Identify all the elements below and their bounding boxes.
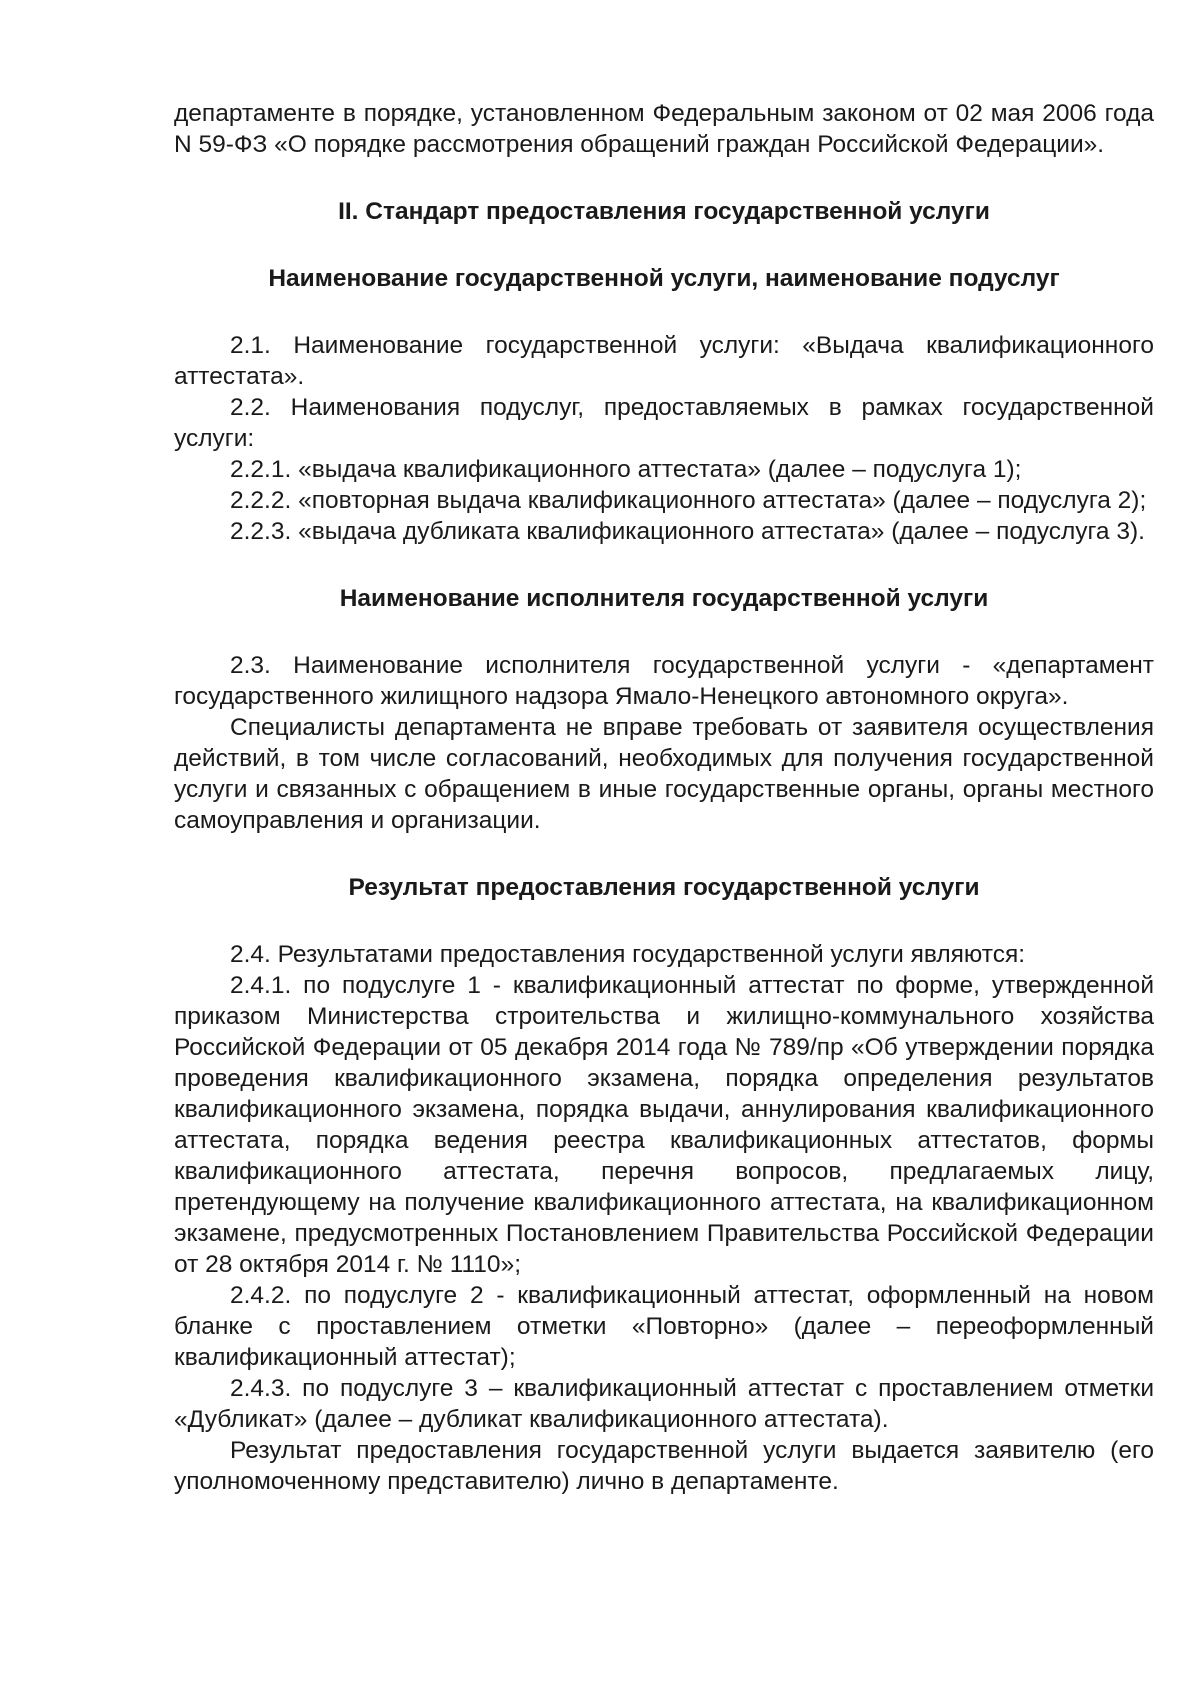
heading-result: Результат предоставления государственной услуги [348, 874, 980, 901]
paragraph-2-4-3: 2.4.3. по подуслуге 3 – квалификационный аттестат с проставлением отметки «Дубликат» (далее – дубликат квалификационного аттестата). [174, 1375, 1154, 1433]
heading-service-name: Наименование государственной услуги, наименование подуслуг [268, 265, 1060, 292]
paragraph-2-4-2: 2.4.2. по подуслуге 2 - квалификационный аттестат, оформленный на новом бланке с проставлением отметки «Повторно» (далее – переоформленный квалификационный аттестат); [174, 1282, 1154, 1371]
document-page [174, 98, 1154, 1497]
paragraph-2-2-3: 2.2.3. «выдача дубликата квалификационного аттестата» (далее – подуслуга 3). [230, 518, 1145, 545]
paragraph-result-delivery: Результат предоставления государственной услуги выдается заявителю (его уполномоченному представителю) лично в департаменте. [174, 1437, 1154, 1495]
paragraph-2-1: 2.1. Наименование государственной услуги: «Выдача квалификационного аттестата». [174, 332, 1154, 390]
paragraph-2-4-1: 2.4.1. по подуслуге 1 - квалификационный аттестат по форме, утвержденной приказом Министерства строительства и жилищно-коммунального хозяйства Российской Федерации от 05 декабря 2014 года № 789/пр «Об утверждении порядка проведения квалификационного экзамена, порядка определения результатов квалификационного экзамена, порядка выдачи, аннулирования квалификационного аттестата, порядка ведения реестра квалификационных аттестатов, формы квалификационного аттестата, перечня вопросов, предлагаемых лицу, претендующему на получение квалификационного аттестата, на квалификационном экзамене, предусмотренных Постановлением Правительства Российской Федерации от 28 октября 2014 г. № 1110»; [174, 972, 1154, 1278]
paragraph-2-4: 2.4. Результатами предоставления государственной услуги являются: [230, 941, 1026, 968]
section-title: II. Стандарт предоставления государственной услуги [338, 198, 990, 225]
paragraph-2-2-2: 2.2.2. «повторная выдача квалификационного аттестата» (далее – подуслуга 2); [230, 487, 1147, 514]
paragraph-2-2-1: 2.2.1. «выдача квалификационного аттестата» (далее – подуслуга 1); [230, 456, 1022, 483]
intro-paragraph: департаменте в порядке, установленном Федеральным законом от 02 мая 2006 года N 59-ФЗ «О порядке рассмотрения обращений граждан Российской Федерации». [174, 100, 1154, 158]
paragraph-specialists: Специалисты департамента не вправе требовать от заявителя осуществления действий, в том числе согласований, необходимых для получения государственной услуги и связанных с обращением в иные государственные органы, органы местного самоуправления и организации. [174, 714, 1154, 834]
paragraph-2-2: 2.2. Наименования подуслуг, предоставляемых в рамках государственной услуги: [174, 394, 1154, 452]
paragraph-2-3: 2.3. Наименование исполнителя государственной услуги - «департамент государственного жилищного надзора Ямало-Ненецкого автономного округа». [174, 652, 1154, 710]
heading-executor: Наименование исполнителя государственной услуги [339, 585, 989, 612]
